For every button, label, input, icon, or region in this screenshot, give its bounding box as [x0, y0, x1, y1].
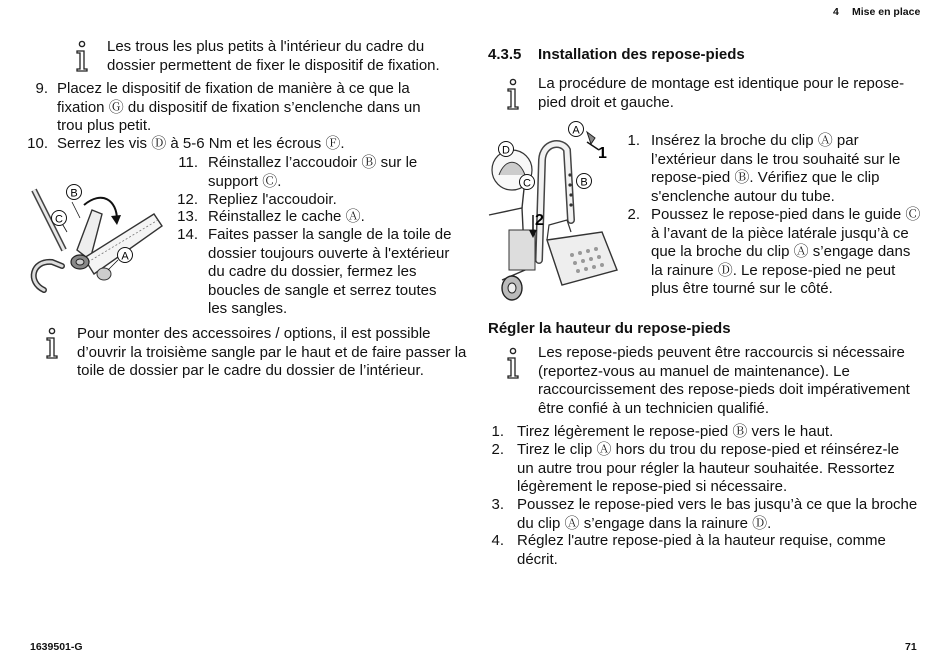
step-number: 10.: [27, 135, 48, 152]
step-number: 12.: [177, 191, 198, 208]
info-note-fixing-holes: Les trous les plus petits à l'intérieur du cadre du dossier permettent de fixer le dispositif de fixation.: [107, 38, 440, 74]
step-text: Placez le dispositif de fixation de manière à ce que la fixation Ⓖ du dispositif de fixation s’enclenche dans un trou plus petit.: [57, 80, 421, 135]
step-number: 11.: [178, 154, 198, 171]
step-text: Poussez le repose-pied dans le guide Ⓒ à l’avant de la pièce latérale jusqu’à ce que la broche du clip Ⓐ s’engage dans la rainure Ⓓ. Le repose-pied ne peut plus être tourné sur le côté.: [651, 206, 921, 298]
info-note-procedure: La procédure de montage est identique pour le repose-pied droit et gauche.: [538, 75, 905, 111]
section-title: Installation des repose-pieds: [538, 46, 745, 63]
step-number: 3.: [491, 496, 504, 513]
figure-label-d: D: [502, 144, 510, 157]
step-number: 9.: [35, 80, 48, 97]
chapter-number: 4: [833, 6, 839, 18]
step-text: Repliez l'accoudoir.: [208, 191, 337, 208]
figure-label-1: 1: [598, 145, 607, 162]
page-number: 71: [905, 641, 917, 653]
figure-label-c: C: [55, 213, 63, 226]
step-text: Tirez le clip Ⓐ hors du trou du repose-pied et réinsérez-le un autre trou pour régler la hauteur souhaitée. Ressortez légèrement le repose-pied si nécessaire.: [517, 441, 900, 496]
figure-label-b: B: [580, 176, 588, 189]
step-text: Réinstallez l’accoudoir Ⓑ sur le support Ⓒ.: [208, 154, 418, 190]
step-number: 2.: [627, 206, 640, 223]
step-number: 2.: [491, 441, 504, 458]
figure-label-c: C: [523, 177, 531, 190]
step-text: Réglez l'autre repose-pied à la hauteur requise, comme décrit.: [517, 532, 886, 568]
info-icon: [72, 40, 92, 74]
step-number: 1.: [491, 423, 504, 440]
info-note-shortening: Les repose-pieds peuvent être raccourcis si nécessaire (reportez-vous au manuel de maintenance). Le raccourcissement des repose-pieds doit impérativement être confié à un technicien qualifié.: [538, 344, 910, 417]
step-number: 14.: [177, 226, 198, 243]
info-icon: [503, 78, 523, 112]
chapter-title: Mise en place: [852, 6, 921, 18]
figure-label-b: B: [70, 187, 78, 200]
info-note-accessories: Pour monter des accessoires / options, il est possible d’ouvrir la troisième sangle par le haut et de faire passer la toile de dossier par le cadre du dossier de l’intérieur.: [77, 325, 467, 380]
subheading-height-adjust: Régler la hauteur du repose-pieds: [488, 320, 731, 337]
step-text: Insérez la broche du clip Ⓐ par l’extérieur dans le trou souhaité sur le repose-pied Ⓑ. Vérifiez que le clip s'enclenche autour du tube.: [651, 132, 901, 205]
step-number: 1.: [627, 132, 640, 149]
figure-label-a: A: [572, 124, 580, 137]
figure-label-a: A: [121, 250, 129, 263]
step-text: Faites passer la sangle de la toile de dossier toujours ouverte à l'extérieur du cadre du dossier, fermez les boucles de sangle et serrez toutes les sangles.: [208, 226, 452, 318]
step-number: 4.: [491, 532, 504, 549]
figure-label-2: 2: [535, 212, 544, 229]
step-text: Serrez les vis Ⓓ à 5-6 Nm et les écrous Ⓕ.: [57, 135, 345, 152]
info-icon: [42, 327, 62, 361]
document-id: 1639501-G: [30, 641, 83, 653]
step-text: Poussez le repose-pied vers le bas jusqu’à ce que la broche du clip Ⓐ s’engage dans la rainure Ⓓ.: [517, 496, 918, 532]
footrest-figure: [487, 120, 619, 310]
step-text: Tirez légèrement le repose-pied Ⓑ vers le haut.: [517, 423, 834, 440]
step-text: Réinstallez le cache Ⓐ.: [208, 208, 365, 225]
armrest-figure: [22, 170, 167, 300]
step-number: 13.: [177, 208, 198, 225]
info-icon: [503, 347, 523, 381]
section-number: 4.3.5: [488, 46, 522, 63]
